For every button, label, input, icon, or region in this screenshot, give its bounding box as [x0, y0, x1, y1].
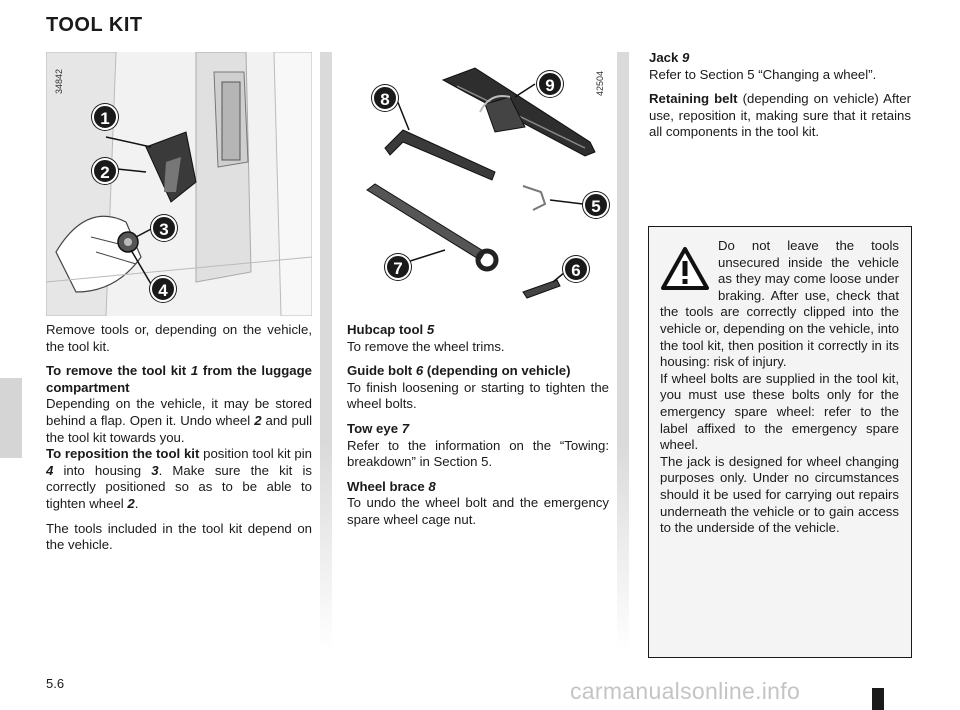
luggage-compartment-figure — [46, 52, 312, 316]
warning-box — [648, 226, 912, 658]
ref-number: 4 — [46, 462, 54, 478]
column-divider — [617, 52, 629, 652]
warning-text: Do not leave the tools unsecured inside the vehicle as they may come loose under braking. After use, check that the tools are correctly clipped into the vehicle or, depending on the vehicle, into the tool kit, then position it correctly in its housing: risk of injury. — [660, 238, 899, 370]
jack-heading: Jack — [649, 50, 683, 65]
callout-7: 7 — [385, 254, 411, 280]
warning-text: If wheel bolts are supplied in the tool kit, you must use these bolts only for the emergency spare wheel: refer to the label affixed to the emergency spare wheel. — [660, 370, 899, 453]
callout-9: 9 — [537, 71, 563, 97]
reposition-text: position tool kit pin — [199, 446, 312, 462]
reposition-text: . — [134, 495, 139, 511]
wheel-brace-paragraph — [347, 479, 609, 529]
remove-text: and pull the tool kit towards you. — [46, 412, 313, 445]
hubcap-text: To remove the wheel trims. — [347, 338, 505, 354]
callout-2: 2 — [92, 158, 118, 184]
tow-heading: Tow eye — [347, 420, 402, 436]
ref-number: 3 — [151, 462, 159, 478]
callout-4: 4 — [150, 276, 176, 302]
section-tab — [0, 378, 22, 458]
ref-number: 8 — [428, 478, 436, 494]
guide-text: To finish loosening or starting to tighten the wheel bolts. — [347, 379, 609, 412]
page-title: TOOL KIT — [46, 14, 143, 36]
guide-heading: Guide bolt — [347, 363, 416, 379]
tow-eye-paragraph — [347, 421, 609, 471]
figure-code: 42504 — [595, 70, 605, 96]
reposition-text: . Make sure the kit is correctly positioned so as to be able to tighten wheel — [46, 462, 312, 511]
tow-text: Refer to the information on the “Towing: breakdown” in Section 5. — [347, 437, 609, 470]
remove-heading: from the luggage compartment — [46, 363, 312, 395]
brace-text: To undo the wheel bolt and the emergency spare wheel cage nut. — [347, 495, 609, 527]
remove-heading: To remove the tool kit — [46, 363, 191, 379]
luggage-compartment-illustration — [46, 52, 312, 316]
ref-number: 2 — [254, 412, 262, 428]
guide-bolt-paragraph — [347, 363, 609, 413]
belt-text: (depending on vehicle) After use, reposition it, making sure that it retains all components in the tool kit. — [649, 91, 911, 140]
callout-8: 8 — [372, 85, 398, 111]
brace-heading: Wheel brace — [347, 478, 429, 494]
page-corner-mark — [872, 688, 884, 710]
column-divider — [320, 52, 332, 652]
hubcap-heading: Hubcap tool — [347, 322, 427, 337]
jack-text: Refer to Section 5 “Changing a wheel”. — [649, 66, 877, 82]
retaining-belt-paragraph — [649, 91, 911, 141]
ref-number: 2 — [127, 495, 135, 511]
hubcap-paragraph — [347, 322, 609, 355]
outro-paragraph: The tools included in the tool kit depend on the vehicle. — [46, 520, 312, 553]
warning-text: The jack is designed for wheel changing purposes only. Under no circumstances should it be used for carrying out repairs underneath the vehicle or to gain access to the underside of the vehicle. — [660, 453, 899, 536]
intro-paragraph: Remove tools or, depending on the vehicle, the tool kit. — [46, 322, 312, 354]
page-number: 5.6 — [46, 676, 65, 691]
warning-triangle-icon — [660, 246, 710, 296]
remove-paragraph — [46, 363, 312, 512]
callout-3: 3 — [151, 215, 177, 241]
ref-number: 1 — [190, 363, 199, 379]
ref-number: 5 — [426, 322, 435, 337]
ref-number: 9 — [682, 50, 690, 65]
left-text-column — [46, 322, 312, 562]
right-text-column — [649, 50, 911, 149]
figure-code: 34842 — [54, 68, 64, 94]
reposition-text: into housing — [53, 462, 152, 478]
tools-figure — [345, 52, 613, 316]
reposition-heading: To reposition the tool kit — [46, 446, 200, 462]
callout-6: 6 — [563, 256, 589, 282]
middle-text-column — [347, 322, 609, 537]
remove-text: Depending on the vehicle, it may be stored behind a flap. Open it. Undo wheel — [46, 396, 312, 428]
watermark: carmanualsonline.info — [570, 678, 801, 704]
jack-paragraph — [649, 50, 911, 83]
belt-heading: Retaining belt — [649, 91, 738, 107]
callout-1: 1 — [92, 104, 118, 130]
ref-number: 6 — [415, 363, 424, 379]
guide-heading: (depending on vehicle) — [423, 363, 571, 379]
ref-number: 7 — [401, 420, 410, 436]
callout-5: 5 — [583, 192, 609, 218]
